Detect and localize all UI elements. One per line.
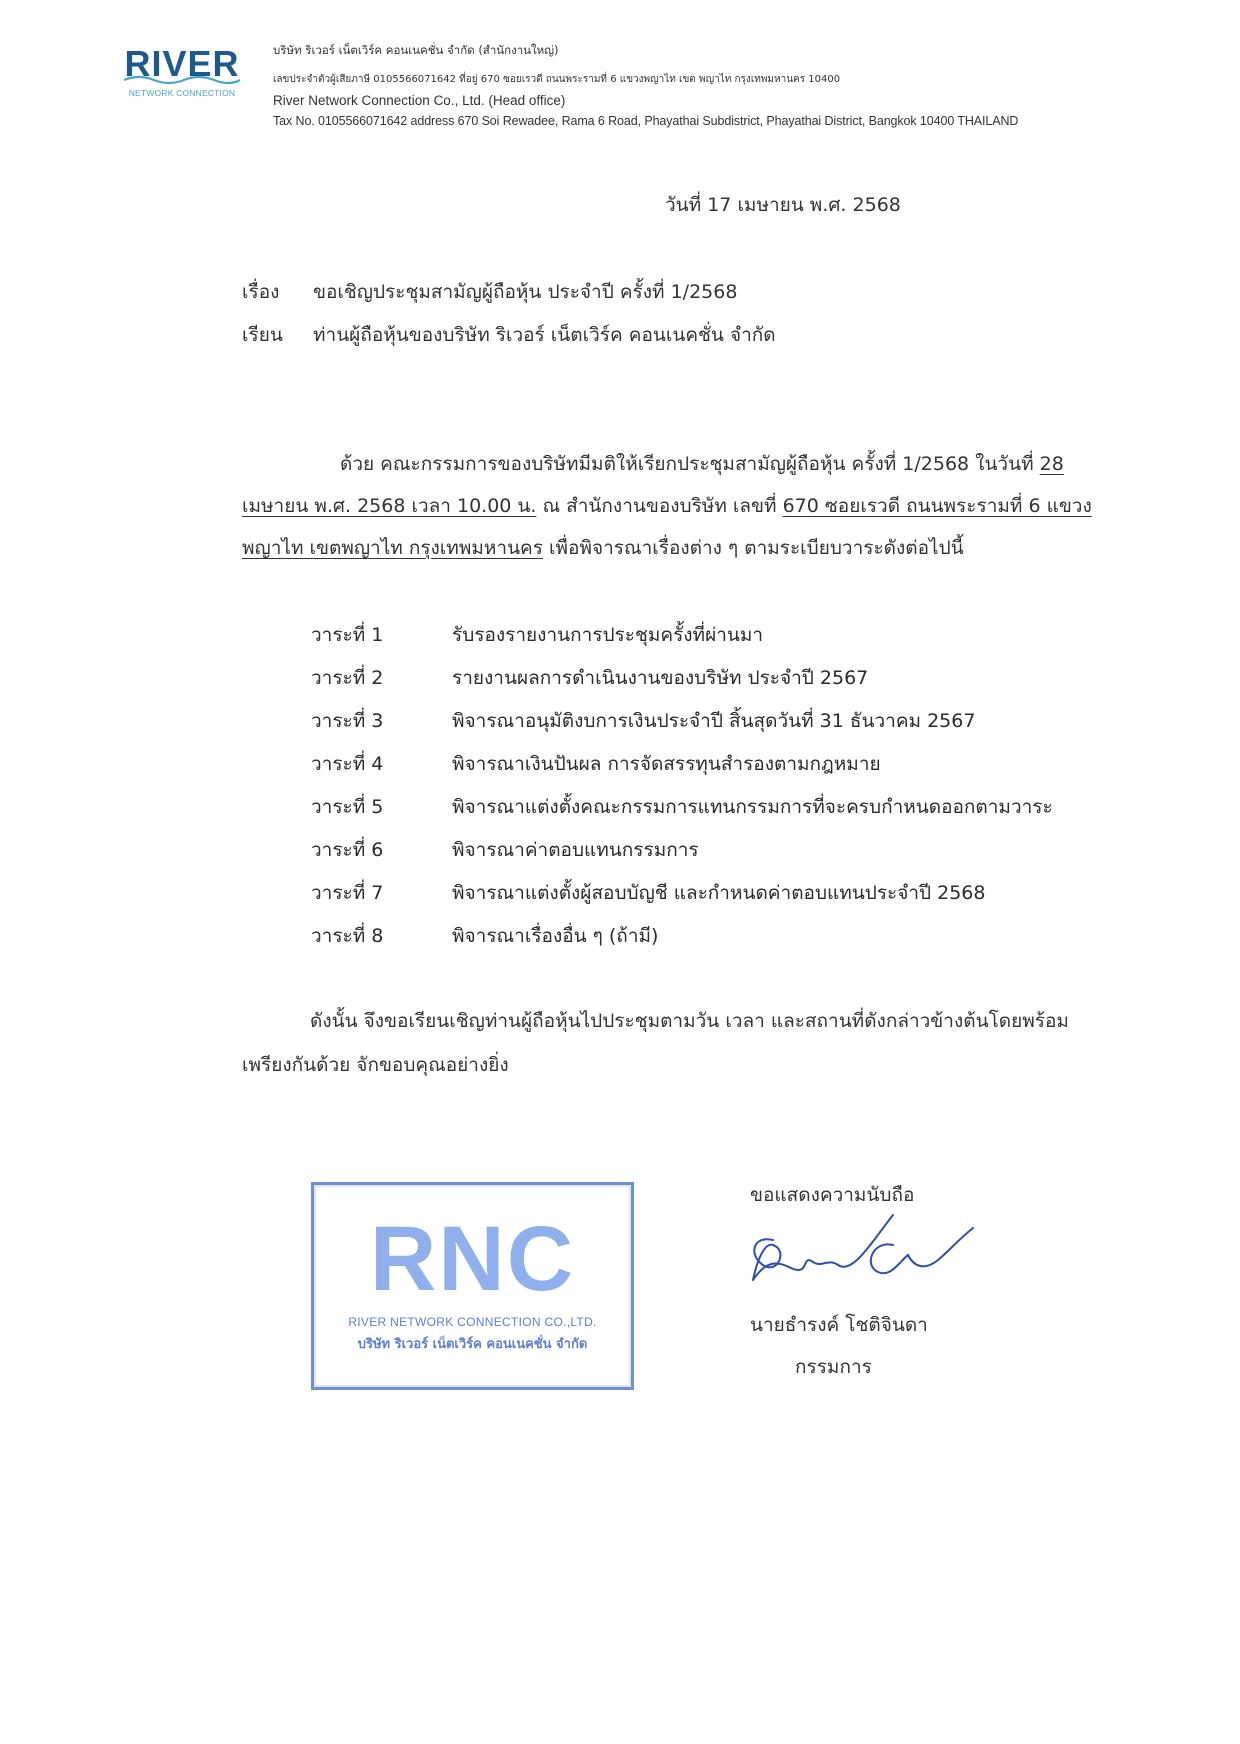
- agenda-text: รับรองรายงานการประชุมครั้งที่ผ่านมา: [452, 624, 764, 646]
- letter-date: วันที่ 17 เมษายน พ.ศ. 2568: [665, 194, 901, 216]
- agenda-item: [311, 620, 1111, 663]
- company-name-en: River Network Connection Co., Ltd. (Head office): [273, 93, 566, 108]
- agenda-item: [311, 835, 1111, 878]
- recipient-text: ท่านผู้ถือหุ้นของบริษัท ริเวอร์ เน็ตเวิร์ค คอนเนคชั่น จำกัด: [313, 324, 776, 346]
- logo-wordmark: RIVER: [124, 43, 240, 84]
- agenda-list: [311, 620, 1111, 964]
- agenda-number: วาระที่ 5: [311, 796, 384, 818]
- agenda-number: วาระที่ 8: [311, 925, 384, 947]
- meeting-day: 28: [1039, 453, 1064, 475]
- signer-name: นายธำรงค์ โชติจินดา: [750, 1314, 928, 1336]
- company-stamp: [311, 1182, 634, 1390]
- intro-line-1: [340, 449, 1064, 479]
- agenda-item: [311, 749, 1111, 792]
- agenda-item: [311, 878, 1111, 921]
- stamp-monogram: RNC: [369, 1208, 576, 1310]
- agenda-text: พิจารณาแต่งตั้งคณะกรรมการแทนกรรมการที่จะครบกำหนดออกตามวาระ: [452, 796, 1053, 818]
- company-address-th: เลขประจำตัวผู้เสียภาษี 0105566071642 ที่อยู่ 670 ซอยเรวดี ถนนพระรามที่ 6 แขวงพญาไท เขต พญาไท กรุงเทพมหานคร 10400: [273, 74, 841, 85]
- logo-wave-icon: [122, 74, 242, 86]
- agenda-text: พิจารณาแต่งตั้งผู้สอบบัญชี และกำหนดค่าตอบแทนประจำปี 2568: [452, 882, 986, 904]
- stamp-name-en: RIVER NETWORK CONNECTION CO.,LTD.: [348, 1315, 597, 1329]
- agenda-text: พิจารณาเงินปันผล การจัดสรรทุนสำรองตามกฎหมาย: [452, 753, 881, 775]
- agenda-item: [311, 792, 1111, 835]
- agenda-number: วาระที่ 6: [311, 839, 384, 861]
- agenda-number: วาระที่ 1: [311, 624, 384, 646]
- subject-label: เรื่อง: [242, 281, 280, 303]
- agenda-number: วาระที่ 3: [311, 710, 384, 732]
- closing-regards: ขอแสดงความนับถือ: [750, 1184, 915, 1206]
- signature-icon: [743, 1210, 983, 1300]
- agenda-number: วาระที่ 7: [311, 882, 384, 904]
- agenda-number: วาระที่ 2: [311, 667, 384, 689]
- intro-text: เพื่อพิจารณาเรื่องต่าง ๆ ตามระเบียบวาระดังต่อไปนี้: [542, 537, 964, 559]
- company-address-en: Tax No. 0105566071642 address 670 Soi Rewadee, Rama 6 Road, Phayathai Subdistrict, Phayathai District, Bangkok 10400 THAILAND: [273, 114, 1019, 128]
- intro-text: ณ สำนักงานของบริษัท เลขที่: [536, 495, 783, 517]
- closing-line-1: ดังนั้น จึงขอเรียนเชิญท่านผู้ถือหุ้นไปประชุมตามวัน เวลา และสถานที่ดังกล่าวข้างต้นโดยพร้อม: [310, 1010, 1069, 1032]
- logo-subtitle: NETWORK CONNECTION: [128, 88, 236, 98]
- signer-title: กรรมการ: [795, 1356, 872, 1378]
- closing-line-2: เพรียงกันด้วย จักขอบคุณอย่างยิ่ง: [242, 1054, 509, 1076]
- agenda-item: [311, 921, 1111, 964]
- intro-text: ด้วย คณะกรรมการของบริษัทมีมติให้เรียกประชุมสามัญผู้ถือหุ้น ครั้งที่ 1/2568 ในวันที่: [340, 453, 1040, 475]
- meeting-address-cont: พญาไท เขตพญาไท กรุงเทพมหานคร: [242, 537, 543, 559]
- company-name-th: บริษัท ริเวอร์ เน็ตเวิร์ค คอนเนคชั่น จำกัด (สำนักงานใหญ่): [273, 43, 559, 57]
- meeting-date-time: เมษายน พ.ศ. 2568 เวลา 10.00 น.: [242, 495, 537, 517]
- subject-text: ขอเชิญประชุมสามัญผู้ถือหุ้น ประจำปี ครั้งที่ 1/2568: [313, 281, 738, 303]
- agenda-text: พิจารณาเรื่องอื่น ๆ (ถ้ามี): [452, 925, 659, 947]
- recipient-label: เรียน: [242, 324, 283, 346]
- agenda-number: วาระที่ 4: [311, 753, 384, 775]
- agenda-item: [311, 663, 1111, 706]
- intro-line-3: [242, 533, 964, 563]
- company-logo: [116, 44, 248, 104]
- meeting-address: 670 ซอยเรวดี ถนนพระรามที่ 6 แขวง: [782, 495, 1092, 517]
- agenda-text: พิจารณาค่าตอบแทนกรรมการ: [452, 839, 699, 861]
- agenda-text: พิจารณาอนุมัติงบการเงินประจำปี สิ้นสุดวันที่ 31 ธันวาคม 2567: [452, 710, 976, 732]
- agenda-item: [311, 706, 1111, 749]
- stamp-name-th: บริษัท ริเวอร์ เน็ตเวิร์ค คอนเนคชั่น จำกัด: [357, 1337, 588, 1352]
- intro-line-2: [242, 491, 1092, 521]
- agenda-text: รายงานผลการดำเนินงานของบริษัท ประจำปี 2567: [452, 667, 869, 689]
